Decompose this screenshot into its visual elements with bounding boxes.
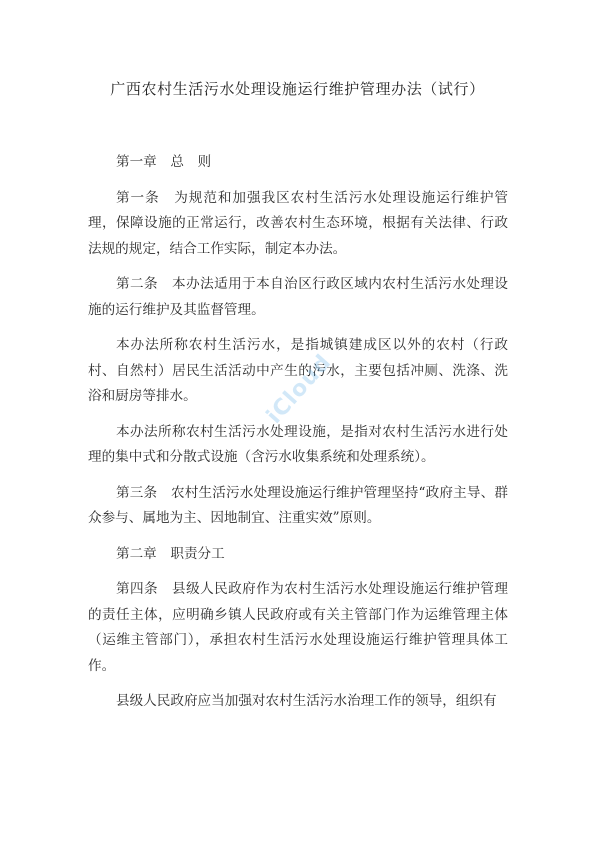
paragraph: 第二条 本办法适用于本自治区行政区域内农村生活污水处理设施的运行维护及其监督管理。 (88, 276, 508, 318)
paragraph: 第三条 农村生活污水处理设施运行维护管理坚持“政府主导、群众参与、属地为主、因地制宜、注重实效”原则。 (88, 484, 508, 526)
paragraph: 本办法所称农村生活污水处理设施，是指对农村生活污水进行处理的集中式和分散式设施（含污水收集系统和处理系统）。 (88, 423, 508, 465)
paragraph: 第一条 为规范和加强我区农村生活污水处理设施运行维护管理，保障设施的正常运行，改善农村生态环境，根据有关法律、行政法规的规定，结合工作实际，制定本办法。 (88, 189, 508, 257)
chapter-heading: 第二章 职责分工 (116, 545, 225, 562)
chapter-heading: 第一章 总 则 (116, 154, 212, 170)
watermark: iCloud (262, 349, 337, 429)
paragraph: 本办法所称农村生活污水，是指城镇建成区以外的农村（行政村、自然村）居民生活活动中产生的污水，主要包括冲厕、洗涤、洗浴和厨房等排水。 (88, 337, 508, 404)
paragraph: 第四条 县级人民政府作为农村生活污水处理设施运行维护管理的责任主体，应明确乡镇人民政府或有关主管部门作为运维管理主体（运维主管部门），承担农村生活污水处理设施运行维护管理具体工作。 (88, 581, 508, 674)
document-body (88, 150, 508, 725)
document-title: 广西农村生活污水处理设施运行维护管理办法（试行） (110, 80, 485, 98)
paragraph: 县级人民政府应当加强对农村生活污水治理工作的领导，组织有 (116, 693, 497, 709)
